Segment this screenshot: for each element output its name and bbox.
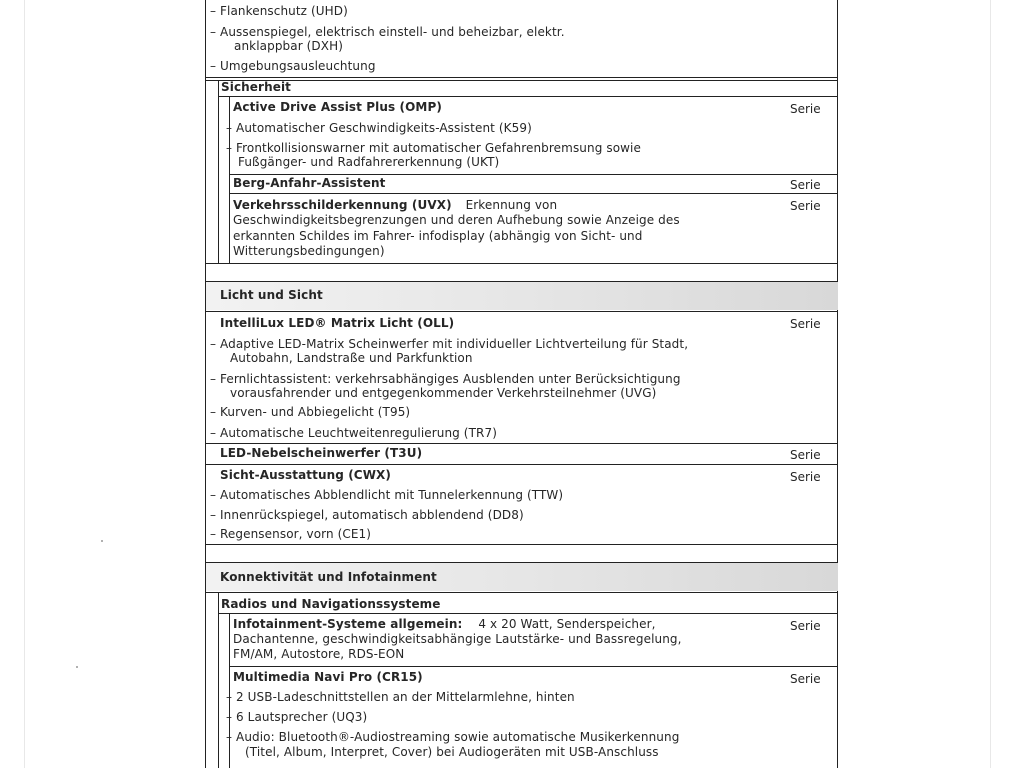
list-item: – Regensensor, vorn (CE1): [210, 527, 372, 541]
group-border-left: [218, 593, 219, 768]
feature-row: [233, 617, 656, 632]
row-divider: [206, 464, 838, 465]
serie-label: Serie: [790, 178, 821, 192]
group-border-left: [218, 80, 219, 264]
list-item: – Umgebungsausleuchtung: [210, 59, 376, 73]
serie-label: Serie: [790, 102, 821, 116]
table-border-right: [837, 0, 838, 768]
table-border-left: [205, 0, 206, 768]
serie-label: Serie: [790, 470, 821, 484]
feature-title: Verkehrsschilderkennung (UVX): [233, 198, 452, 212]
feature-description: 4 x 20 Watt, Senderspeicher,: [478, 617, 656, 631]
section-heading: Sicherheit: [221, 80, 291, 94]
serie-label: Serie: [790, 619, 821, 633]
list-item: – 2 USB-Ladeschnittstellen an der Mittelarmlehne, hinten: [226, 690, 575, 704]
serie-label: Serie: [790, 672, 821, 686]
section-heading: Licht und Sicht: [220, 288, 323, 302]
row-divider: [206, 443, 838, 444]
row-divider: [219, 96, 838, 97]
section-divider: [206, 562, 838, 563]
section-divider: [206, 544, 838, 545]
list-item: – Audio: Bluetooth®-Audiostreaming sowie automatische Musikerkennung: [226, 730, 680, 744]
list-item: – Aussenspiegel, elektrisch einstell- und beheizbar, elektr.: [210, 25, 565, 39]
subsection-heading: Radios und Navigationssysteme: [221, 597, 441, 611]
list-item: – Automatische Leuchtweitenregulierung (TR7): [210, 426, 497, 440]
section-divider: [206, 311, 838, 312]
row-divider: [219, 613, 838, 614]
section-heading: Konnektivität und Infotainment: [220, 570, 437, 584]
feature-description: Geschwindigkeitsbegrenzungen und deren Aufhebung sowie Anzeige des: [233, 213, 680, 227]
feature-title: Berg-Anfahr-Assistent: [233, 176, 386, 190]
section-divider: [206, 592, 838, 593]
serie-label: Serie: [790, 317, 821, 331]
serie-label: Serie: [790, 448, 821, 462]
list-item: – Automatischer Geschwindigkeits-Assistent (K59): [226, 121, 532, 135]
serie-label: Serie: [790, 199, 821, 213]
feature-description: erkannten Schildes im Fahrer- infodisplay (abhängig von Sicht- und: [233, 229, 643, 243]
scan-speck: [101, 540, 103, 542]
list-item: (Titel, Album, Interpret, Cover) bei Audiogeräten mit USB-Anschluss: [245, 745, 659, 759]
section-divider: [206, 80, 838, 81]
list-item: – Innenrückspiegel, automatisch abblendend (DD8): [210, 508, 524, 522]
feature-description: Witterungsbedingungen): [233, 244, 385, 258]
list-item: Autobahn, Landstraße und Parkfunktion: [230, 351, 473, 365]
feature-title: Infotainment-Systeme allgemein:: [233, 617, 463, 631]
section-divider: [206, 263, 838, 264]
list-item: – Kurven- und Abbiegelicht (T95): [210, 405, 411, 419]
feature-title: LED-Nebelscheinwerfer (T3U): [220, 446, 423, 460]
list-item: vorausfahrender und entgegenkommender Verkehrsteilnehmer (UVG): [230, 386, 657, 400]
list-item: – Frontkollisionswarner mit automatischer Gefahrenbremsung sowie: [226, 141, 641, 155]
feature-title: Sicht-Ausstattung (CWX): [220, 468, 391, 482]
list-item: – 6 Lautsprecher (UQ3): [226, 710, 368, 724]
feature-title: IntelliLux LED® Matrix Licht (OLL): [220, 316, 455, 330]
scan-edge-right: [990, 0, 991, 768]
section-divider: [206, 281, 838, 282]
list-item: anklappbar (DXH): [234, 39, 343, 53]
feature-description: Dachantenne, geschwindigkeitsabhängige Lautstärke- und Bassregelung,: [233, 632, 682, 646]
list-item: – Automatisches Abblendlicht mit Tunnelerkennung (TTW): [210, 488, 564, 502]
feature-description: Erkennung von: [465, 198, 558, 212]
feature-description: FM/AM, Autostore, RDS-EON: [233, 647, 405, 661]
row-divider: [229, 174, 838, 175]
row-divider: [229, 666, 838, 667]
section-divider: [206, 77, 838, 78]
row-divider: [229, 193, 838, 194]
scan-edge-left: [24, 0, 25, 768]
scan-speck: [76, 666, 78, 668]
list-item: – Flankenschutz (UHD): [210, 4, 348, 18]
list-item: – Fernlichtassistent: verkehrsabhängiges Ausblenden unter Berücksichtigung: [210, 372, 681, 386]
feature-row: [233, 198, 557, 213]
list-item: Fußgänger- und Radfahrererkennung (UKT): [238, 155, 500, 169]
list-item: – Adaptive LED-Matrix Scheinwerfer mit individueller Lichtverteilung für Stadt,: [210, 337, 689, 351]
feature-title: Active Drive Assist Plus (OMP): [233, 100, 442, 114]
feature-title: Multimedia Navi Pro (CR15): [233, 670, 423, 684]
